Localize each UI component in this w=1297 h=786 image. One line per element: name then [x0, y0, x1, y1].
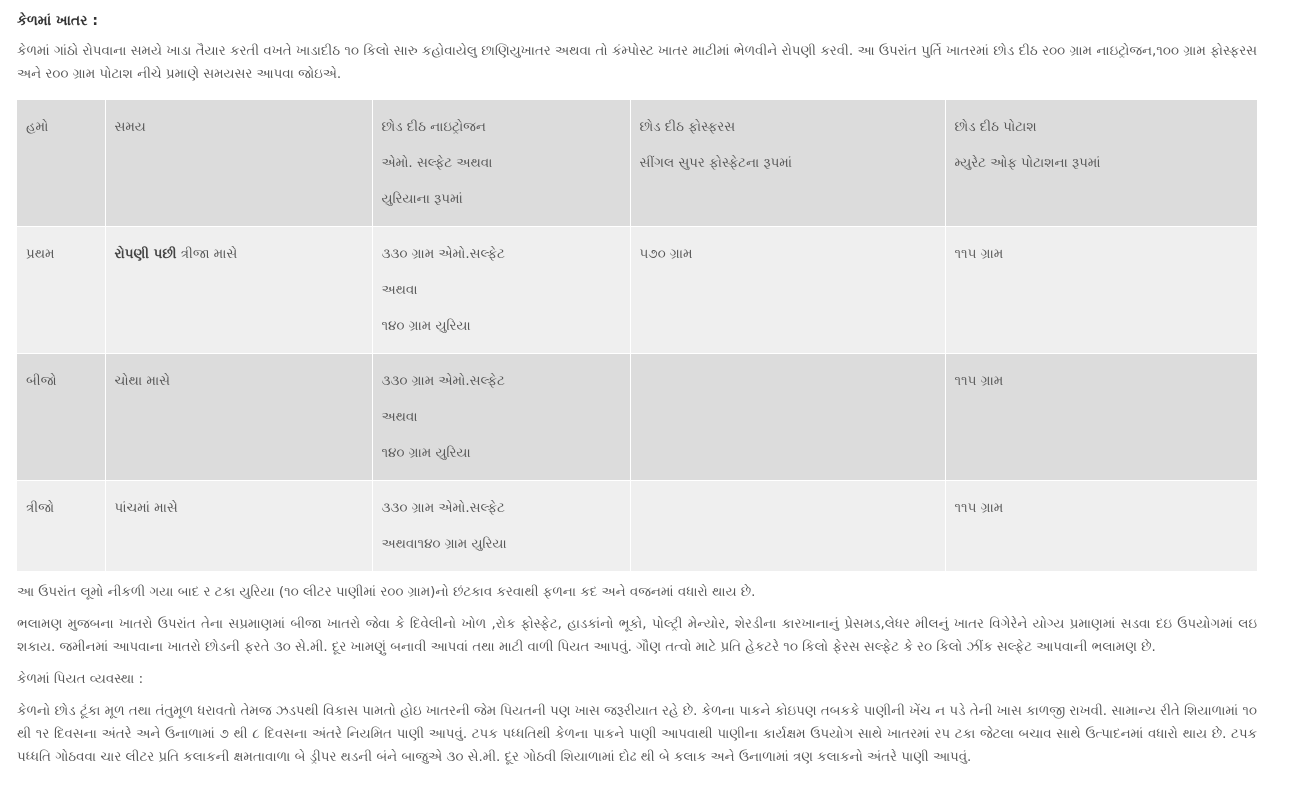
- fertilizer-table: [17, 100, 1258, 572]
- irrigation-paragraph: કેળનો છોડ ટૂંકા મૂળ તથા તંતુમૂળ ધરાવતો તેમજ ઝડપથી વિકાસ પામતો હોઇ ખાતરની જેમ પિયતની પણ ખાસ જરૂરીયાત રહે છે. કેળના પાકને કોઇપણ તબકકે પાણીની ખેંચ ન પડે તેની ખાસ કાળજી રાખવી. સામાન્ય રીતે શિયાળામાં ૧૦ થી ૧ર દિવસના અંતરે અને ઉનાળામાં ૭ થી ૮ દિવસના અંતરે નિયમિત પાણી આપવું. ટપક પધ્ધતિથી કેળના પાકને પાણી આપવાથી પાણીના કાર્યક્ષમ ઉપયોગ સાથે ખાતરમાં રપ ટકા જેટલા બચાવ સાથે ઉત્પાદનમાં વધારો થાય છે. ટપક પધ્ધતિ ગોઠવવા ચાર લીટર પ્રતિ કલાકની ક્ષમતાવાળા બે ડ્રીપર થડની બંને બાજુએ ૩૦ સે.મી. દૂર ગોઠવી શિયાળામાં દોઢ થી બે કલાક અને ઉનાળામાં ત્રણ કલાકનો અંતરે પાણી આપવું.: [17, 704, 1257, 765]
- cell-phosphorus: [630, 481, 945, 572]
- fertilizer-heading: કેળમાં ખાતર :: [17, 13, 98, 29]
- cell-potash: ૧૧૫ ગ્રામ: [945, 354, 1257, 481]
- header-nitrogen: છોડ દીઠ નાઇટ્રોજન એમો. સલ્ફેટ અથવા યુરિયાના રૂપમાં: [372, 100, 630, 227]
- cell-nitrogen: ૩૩૦ ગ્રામ એમો.સલ્ફેટ અથવા૧૪૦ ગ્રામ યુરિયા: [372, 481, 630, 572]
- cell-phosphorus: ૫૭૦ ગ્રામ: [630, 227, 945, 354]
- cell-time: રોપણી પછી ત્રીજા માસે: [105, 227, 372, 354]
- header-phosphorus: છોડ દીઠ ફોસ્ફરસ સીંગલ સુપર ફોસ્ફેટના રૂપમાં: [630, 100, 945, 227]
- other-fertilizers-paragraph: ભલામણ મુજબના ખાતરો ઉપરાંત તેના સપ્રમાણમાં બીજા ખાતરો જેવા કે દિવેલીનો ખોળ ,રોક ફોસ્ફેટ, હાડકાંનો ભૂકો, પોલ્ટ્રી મેન્યોર, શેરડીના કારખાનાનું પ્રેસમડ,લેધર મીલનું ખાતર વિગેરેને યોગ્ય પ્રમાણમાં સડવા દઇ ઉપયોગમાં લઇ શકાય. જમીનમાં આપવાના ખાતરો છોડની ફરતે ૩૦ સે.મી. દૂર ખામણું બનાવી આપવાં તથા માટી વાળી પિયત આપવું. ગૌણ તત્વો માટે પ્રતિ હેકટરે ૧૦ કિલો ફેરસ સલ્ફેટ કે ર૦ કિલો ઝીંક સલ્ફેટ આપવાની ભલામણ છે.: [17, 617, 1257, 655]
- cell-dose: પ્રથમ: [17, 227, 105, 354]
- cell-dose: ત્રીજો: [17, 481, 105, 572]
- cell-phosphorus: [630, 354, 945, 481]
- fertilizer-intro: કેળમાં ગાંઠો રોપવાના સમયે ખાડા તૈયાર કરતી વખતે ખાડાદીઠ ૧૦ કિલો સારુ કહોવાયેલુ છાણિયુખાતર અથવા તો કંમ્પોસ્ટ ખાતર માટીમાં ભેળવીને રોપણી કરવી. આ ઉપરાંત પુર્તિ ખાતરમાં છોડ દીઠ ર૦૦ ગ્રામ નાઇટ્રોજન,૧૦૦ ગ્રામ ફોસ્ફરસ અને ર૦૦ ગ્રામ પોટાશ નીચે પ્રમાણે સમયસર આપવા જોઇએ.: [17, 44, 1257, 82]
- cell-nitrogen: ૩૩૦ ગ્રામ એમો.સલ્ફેટ અથવા ૧૪૦ ગ્રામ યુરિયા: [372, 227, 630, 354]
- cell-time: પાંચમાં માસે: [105, 481, 372, 572]
- article: [17, 0, 1257, 769]
- table-row: [17, 481, 1257, 572]
- cell-potash: ૧૧૫ ગ્રામ: [945, 481, 1257, 572]
- table-row: [17, 227, 1257, 354]
- header-time: સમય: [105, 100, 372, 227]
- urea-spray-paragraph: આ ઉપરાંત લૂમો નીકળી ગયા બાદ ર ટકા યુરિયા (૧૦ લીટર પાણીમાં ર૦૦ ગ્રામ)નો છંટકાવ કરવાથી ફળના કદ અને વજનમાં વધારો થાય છે.: [17, 585, 756, 600]
- cell-nitrogen: ૩૩૦ ગ્રામ એમો.સલ્ફેટ અથવા ૧૪૦ ગ્રામ યુરિયા: [372, 354, 630, 481]
- header-potash: છોડ દીઠ પોટાશ મ્યુરેટ ઓફ પોટાશના રૂપમાં: [945, 100, 1257, 227]
- table-header-row: [17, 100, 1257, 227]
- table-row: [17, 354, 1257, 481]
- cell-potash: ૧૧૫ ગ્રામ: [945, 227, 1257, 354]
- irrigation-heading: કેળમાં પિયત વ્યવસ્થા :: [17, 672, 144, 687]
- cell-dose: બીજો: [17, 354, 105, 481]
- cell-time: ચોથા માસે: [105, 354, 372, 481]
- header-dose: હમો: [17, 100, 105, 227]
